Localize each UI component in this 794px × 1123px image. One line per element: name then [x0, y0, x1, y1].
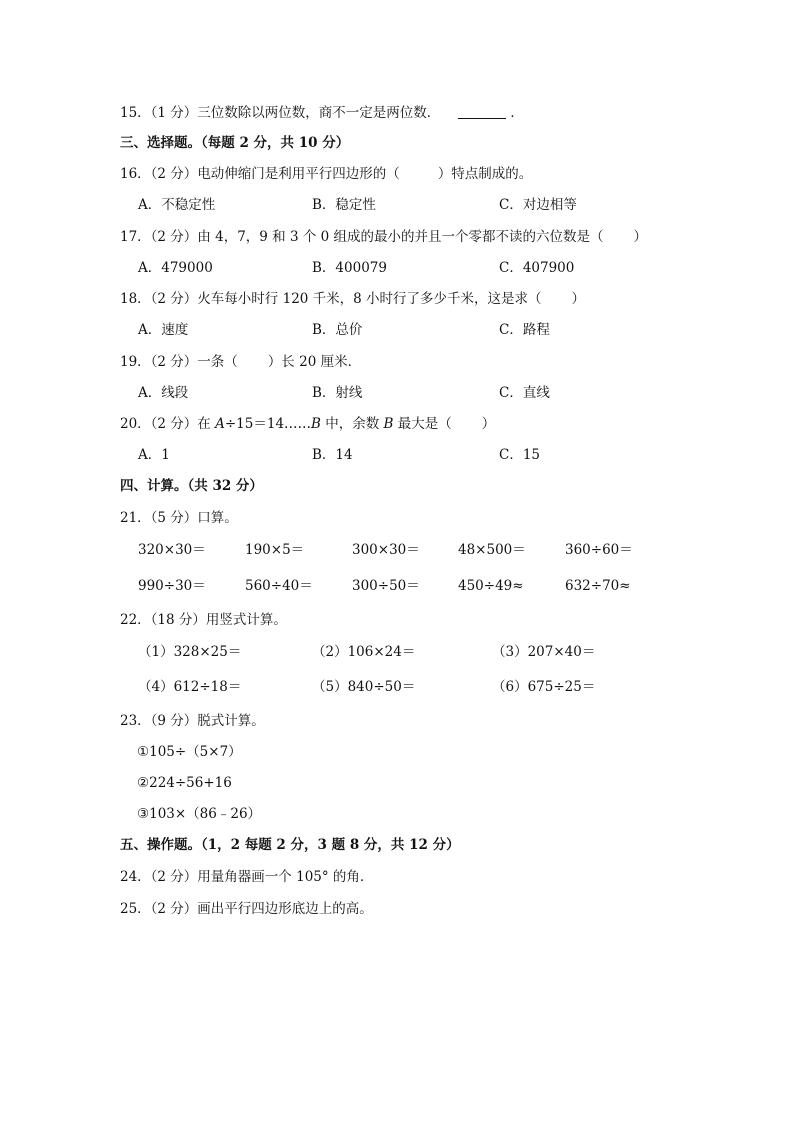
question-19	[120, 352, 361, 372]
variable-a: A	[215, 416, 225, 432]
question-16-options	[0, 195, 794, 215]
question-20-post2: ）	[481, 416, 496, 432]
oral-calc-item: 450÷49≈	[458, 578, 524, 594]
vertical-calc-row-2	[0, 677, 794, 697]
oral-calc-row-2	[0, 576, 794, 596]
oral-calc-item: 320×30＝	[138, 542, 206, 558]
question-20-options	[0, 445, 794, 465]
variable-b: B	[311, 416, 321, 432]
section-5-heading: 五、操作题。（1，2 每题 2 分，3 题 8 分，共 12 分）	[120, 837, 460, 853]
question-19-options	[0, 383, 794, 403]
question-16	[120, 164, 532, 184]
question-17-options	[0, 258, 794, 278]
question-17-pre: 17．（2 分）由 4，7，9 和 3 个 0 组成的最小的并且一个零都不读的六位数是（	[120, 229, 604, 245]
step-calc-item-3: ③103×（86﹣26）	[137, 806, 262, 822]
question-19-pre: 19．（2 分）一条（	[120, 354, 238, 370]
question-16-post: ）特点制成的。	[437, 166, 533, 182]
question-17-post: ）	[633, 229, 648, 245]
question-22-title: 22．（18 分）用竖式计算。	[120, 612, 287, 628]
oral-calc-item: 190×5＝	[245, 542, 305, 558]
vertical-calc-item: （1）328×25＝	[138, 644, 242, 660]
question-20-post1: 最大是（	[393, 416, 452, 432]
option-c[interactable]: C．407900	[499, 260, 575, 276]
question-15-text: 15．（1 分）三位数除以两位数，商不一定是两位数．	[120, 105, 441, 121]
section-3-heading: 三、选择题。（每题 2 分，共 10 分）	[120, 135, 350, 151]
question-15	[120, 103, 524, 123]
oral-calc-item: 300÷50＝	[352, 578, 420, 594]
question-20-mid2: 中，余数	[320, 416, 384, 432]
question-18	[120, 289, 585, 309]
option-c[interactable]: C．对边相等	[499, 197, 577, 213]
oral-calc-item: 360÷60＝	[565, 542, 633, 558]
option-a[interactable]: A．不稳定性	[138, 197, 216, 213]
vertical-calc-item: （3）207×40＝	[492, 644, 596, 660]
oral-calc-item: 632÷70≈	[565, 578, 631, 594]
question-21-title: 21．（5 分）口算。	[120, 510, 238, 526]
oral-calc-item: 300×30＝	[352, 542, 420, 558]
question-16-pre: 16．（2 分）电动伸缩门是利用平行四边形的（	[120, 166, 400, 182]
question-18-pre: 18．（2 分）火车每小时行 120 千米，8 小时行了多少千米，这是求（	[120, 291, 542, 307]
question-23-title: 23．（9 分）脱式计算。	[120, 713, 265, 729]
step-calc-item-1: ①105÷（5×7）	[137, 744, 242, 760]
option-c[interactable]: C．15	[499, 447, 541, 463]
vertical-calc-item: （4）612÷18＝	[138, 679, 242, 695]
option-c[interactable]: C．直线	[499, 385, 550, 401]
option-a[interactable]: A．线段	[138, 385, 189, 401]
option-b[interactable]: B．14	[312, 447, 353, 463]
section-4-heading: 四、计算。（共 32 分）	[120, 478, 263, 494]
oral-calc-row-1	[0, 540, 794, 560]
oral-calc-item: 48×500＝	[458, 542, 526, 558]
option-b[interactable]: B．400079	[312, 260, 387, 276]
question-19-post: ）长 20 厘米．	[267, 354, 362, 370]
question-18-post: ）	[571, 291, 586, 307]
question-17	[120, 227, 647, 247]
question-20-mid: ÷15＝14……	[224, 416, 312, 432]
question-18-options	[0, 320, 794, 340]
question-15-tail: ．	[510, 105, 524, 121]
option-a[interactable]: A．速度	[138, 322, 189, 338]
option-a[interactable]: A．1	[138, 447, 170, 463]
answer-blank[interactable]	[458, 104, 506, 119]
question-20-pre: 20．（2 分）在	[120, 416, 216, 432]
vertical-calc-item: （2）106×24＝	[312, 644, 416, 660]
oral-calc-item: 990÷30＝	[138, 578, 206, 594]
vertical-calc-item: （5）840÷50＝	[312, 679, 416, 695]
vertical-calc-item: （6）675÷25＝	[492, 679, 596, 695]
oral-calc-item: 560÷40＝	[245, 578, 313, 594]
step-calc-item-2: ②224÷56+16	[137, 775, 232, 791]
question-24: 24．（2 分）用量角器画一个 105° 的角．	[120, 869, 374, 885]
option-b[interactable]: B．射线	[312, 385, 363, 401]
option-b[interactable]: B．总价	[312, 322, 363, 338]
vertical-calc-row-1	[0, 642, 794, 662]
variable-b: B	[383, 416, 394, 432]
question-20	[120, 414, 495, 434]
question-25: 25．（2 分）画出平行四边形底边上的高。	[120, 901, 373, 917]
option-a[interactable]: A．479000	[138, 260, 213, 276]
option-b[interactable]: B．稳定性	[312, 197, 376, 213]
option-c[interactable]: C．路程	[499, 322, 550, 338]
